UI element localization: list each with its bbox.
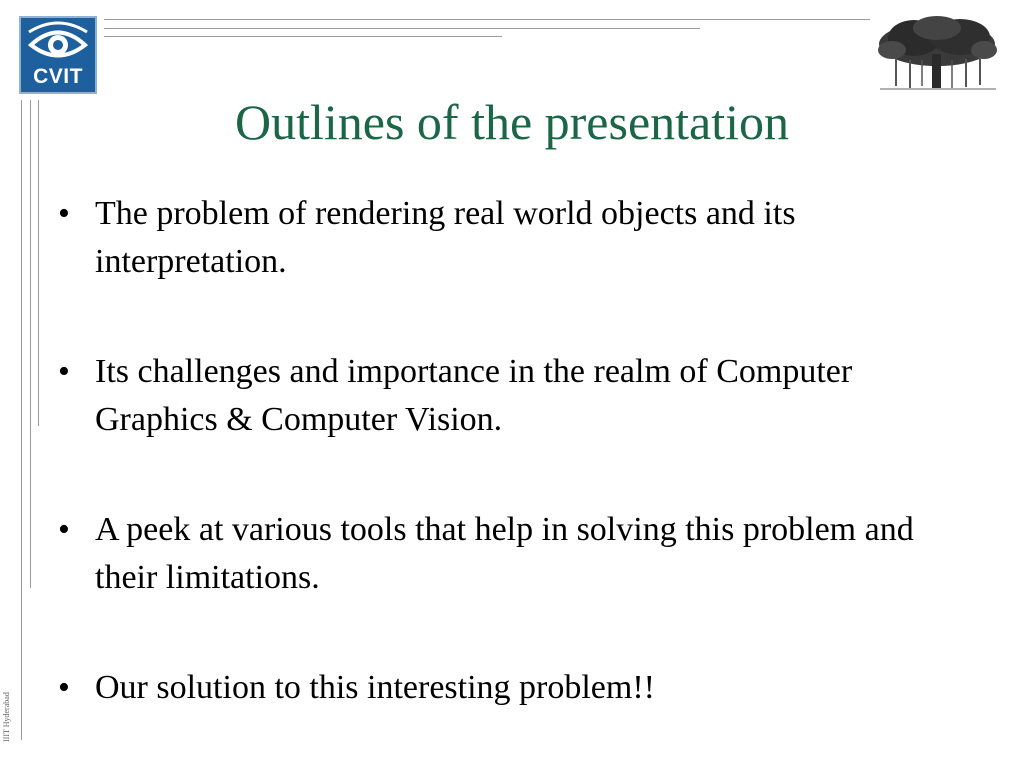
bullet-marker: • (58, 511, 70, 548)
header-rule-1 (104, 19, 870, 20)
bullet-marker: • (58, 353, 70, 390)
bullet-item (58, 506, 978, 602)
side-rule-2 (30, 100, 31, 588)
bullet-marker: • (58, 669, 70, 706)
side-rule-1 (21, 100, 22, 740)
bullet-item (58, 664, 978, 712)
bullet-item (58, 348, 978, 444)
banyan-tree-icon (874, 14, 1000, 92)
bullet-marker: • (58, 195, 70, 232)
cvit-logo (19, 16, 97, 94)
logo-text: CVIT (33, 65, 83, 88)
side-label: IIIT Hyderabad (2, 692, 11, 742)
eye-icon (21, 18, 95, 68)
header-rule-3 (104, 36, 502, 37)
bullet-text: Our solution to this interesting problem!! (95, 669, 655, 706)
slide-title: Outlines of the presentation (234, 94, 790, 150)
bullet-text: The problem of rendering real world objects and its interpretation. (95, 195, 796, 280)
bullet-list (58, 190, 978, 774)
bullet-item (58, 190, 978, 286)
header-rule-2 (104, 28, 700, 29)
bullet-text: Its challenges and importance in the realm of Computer Graphics & Computer Vision. (95, 353, 853, 438)
bullet-text: A peek at various tools that help in solving this problem and their limitations. (95, 511, 914, 596)
